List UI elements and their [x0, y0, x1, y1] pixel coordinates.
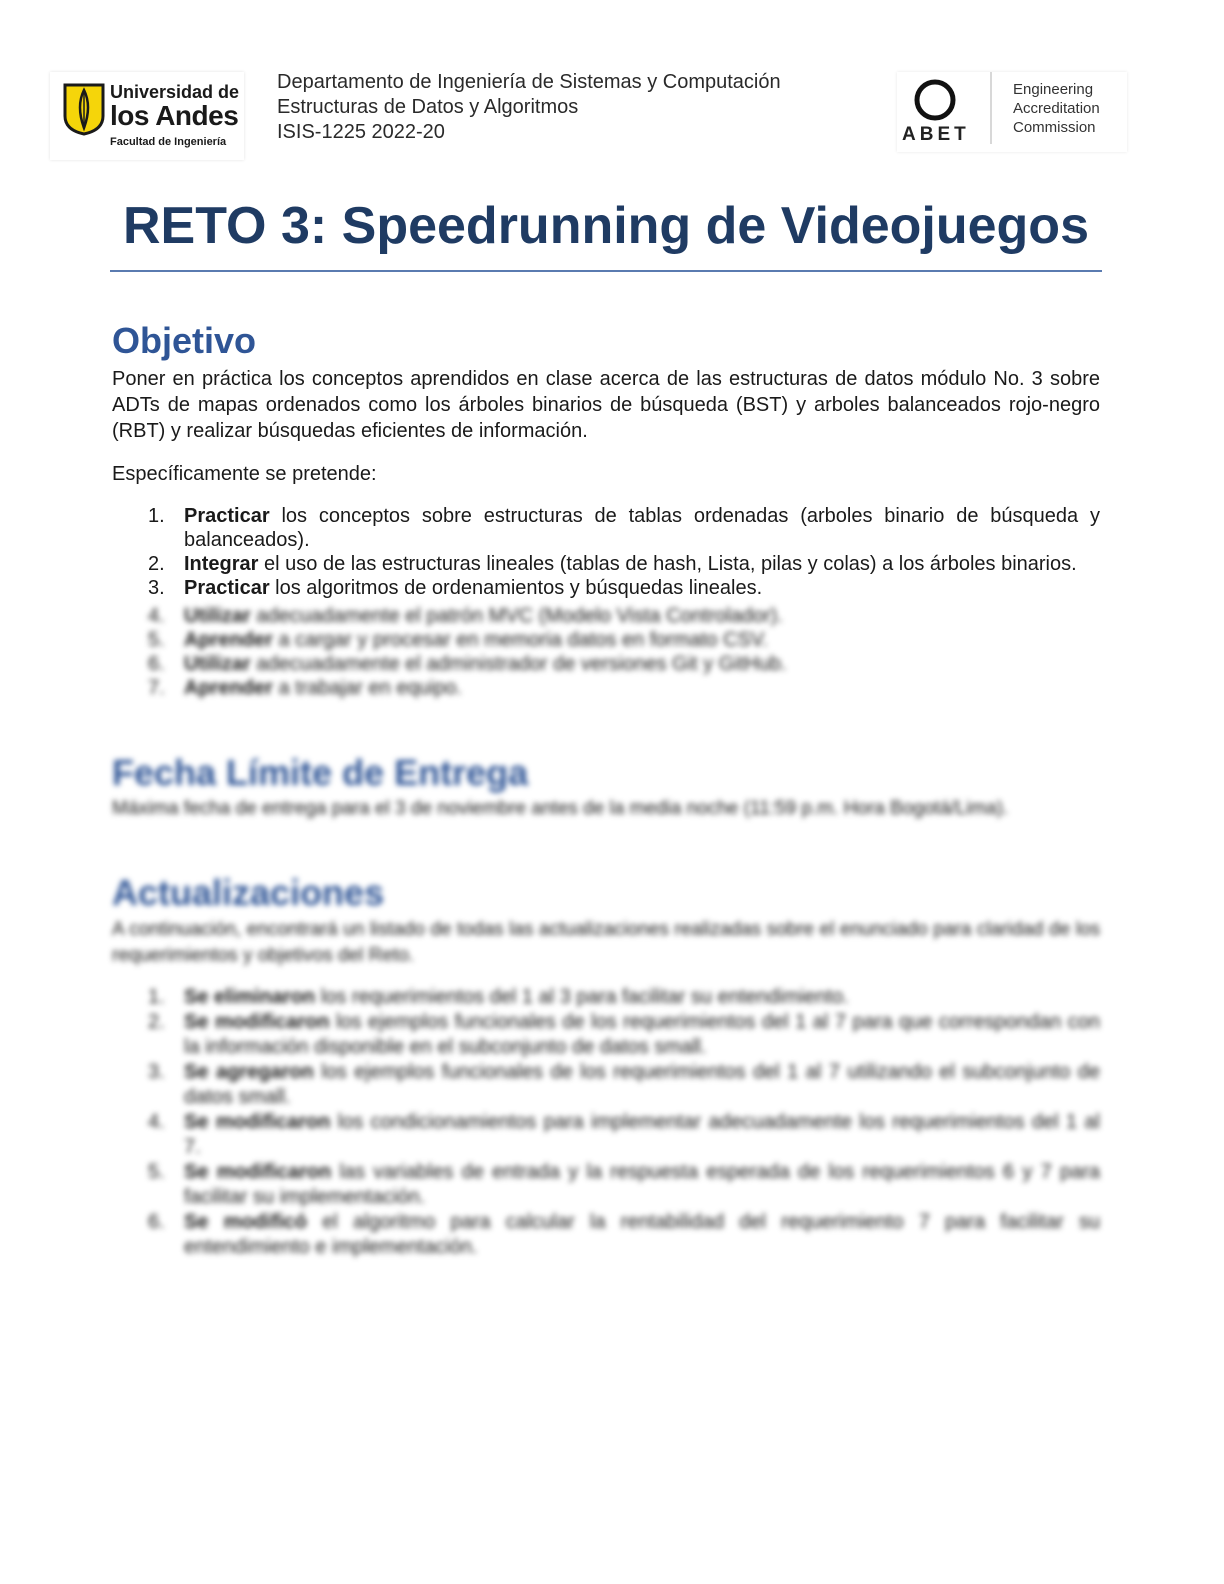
list-item: 2. Integrar el uso de las estructuras lineales (tablas de hash, Lista, pilas y colas) a los árboles binarios. — [148, 553, 1077, 575]
objetivo-heading: Objetivo — [112, 320, 257, 361]
list-item: 6. Utilizar adecuadamente el administrador de versiones Git y GitHub. — [148, 653, 787, 675]
abet-commission-text — [1013, 80, 1100, 137]
dept-line3: ISIS-1225 2022-20 — [277, 121, 445, 143]
title-underline — [110, 270, 1102, 272]
abet-logo — [897, 72, 1127, 152]
list-item: 2. Se modificaron los ejemplos funcionales de los requerimientos del 1 al 7 para que correspondan con la información disponible en el subconjunto de datos small. — [148, 1011, 1100, 1058]
abet-ring-icon — [913, 78, 957, 122]
uandes-shield-icon — [62, 82, 106, 136]
list-item: 1. Se eliminaron los requerimientos del 1 al 3 para facilitar su entendimiento. — [148, 986, 849, 1008]
dept-line2: Estructuras de Datos y Algoritmos — [277, 96, 579, 118]
list-item: 5. Aprender a cargar y procesar en memoria datos en formato CSV. — [148, 629, 768, 651]
actualizaciones-paragraph: A continuación, encontrará un listado de todas las actualizaciones realizadas sobre el enunciado para claridad de los requerimientos y objetivos del Reto. — [112, 919, 1100, 966]
actualizaciones-heading: Actualizaciones — [112, 872, 385, 913]
abet-wordmark: ABET — [902, 124, 970, 145]
list-item: 3. Se agregaron los ejemplos funcionales de los requerimientos del 1 al 7 utilizando el subconjunto de datos small. — [148, 1061, 1100, 1108]
list-item: 1. Practicar los conceptos sobre estructuras de tablas ordenadas (arboles binario de búsqueda y balanceados). — [148, 505, 1100, 551]
list-item: 3. Practicar los algoritmos de ordenamientos y búsquedas lineales. — [148, 577, 763, 599]
list-item: 6. Se modificó el algoritmo para calcular la rentabilidad del requerimiento 7 para facilitar su entendimiento e implementación. — [148, 1211, 1100, 1258]
actualizaciones-list — [112, 985, 1100, 1260]
uandes-line1: Universidad de — [110, 82, 240, 102]
list-item: 5. Se modificaron las variables de entrada y la respuesta esperada de los requerimientos 6 y 7 para facilitar su implementación. — [148, 1161, 1100, 1208]
document-title: RETO 3: Speedrunning de Videojuegos — [123, 197, 1089, 255]
abet-text-3: Commission — [1013, 119, 1096, 136]
objetivo-paragraph: Poner en práctica los conceptos aprendidos en clase acerca de las estructuras de datos módulo No. 3 sobre ADTs de mapas ordenados como los árboles binarios de búsqueda (BST) y arboles balanceados rojo-negro (RBT) y realizar búsquedas eficientes de información. — [112, 368, 1100, 442]
objetivo-intro: Específicamente se pretende: — [112, 463, 377, 485]
objetivo-list — [112, 504, 1100, 600]
abet-text-1: Engineering — [1013, 81, 1094, 98]
dept-line1: Departamento de Ingeniería de Sistemas y Computación — [277, 71, 781, 93]
fecha-paragraph: Máxima fecha de entrega para el 3 de noviembre antes de la media noche (11:59 p.m. Hora Bogotá/Lima). — [112, 798, 1009, 819]
list-item: 4. Se modificaron los condicionamientos para implementar adecuadamente los requerimientos del 1 al 7. — [148, 1111, 1100, 1158]
objetivo-list-blurred — [112, 604, 1100, 700]
uandes-line3: Facultad de Ingeniería — [110, 136, 227, 148]
uandes-line2: los Andes — [110, 100, 239, 131]
list-item: 4. Utilizar adecuadamente el patrón MVC (Modelo Vista Controlador). — [148, 605, 783, 627]
uandes-logo — [50, 72, 244, 160]
abet-text-2: Accreditation — [1013, 100, 1100, 117]
list-item: 7. Aprender a trabajar en equipo. — [148, 677, 462, 699]
abet-divider — [990, 72, 992, 144]
fecha-heading: Fecha Límite de Entrega — [112, 752, 529, 793]
department-header — [277, 70, 781, 145]
